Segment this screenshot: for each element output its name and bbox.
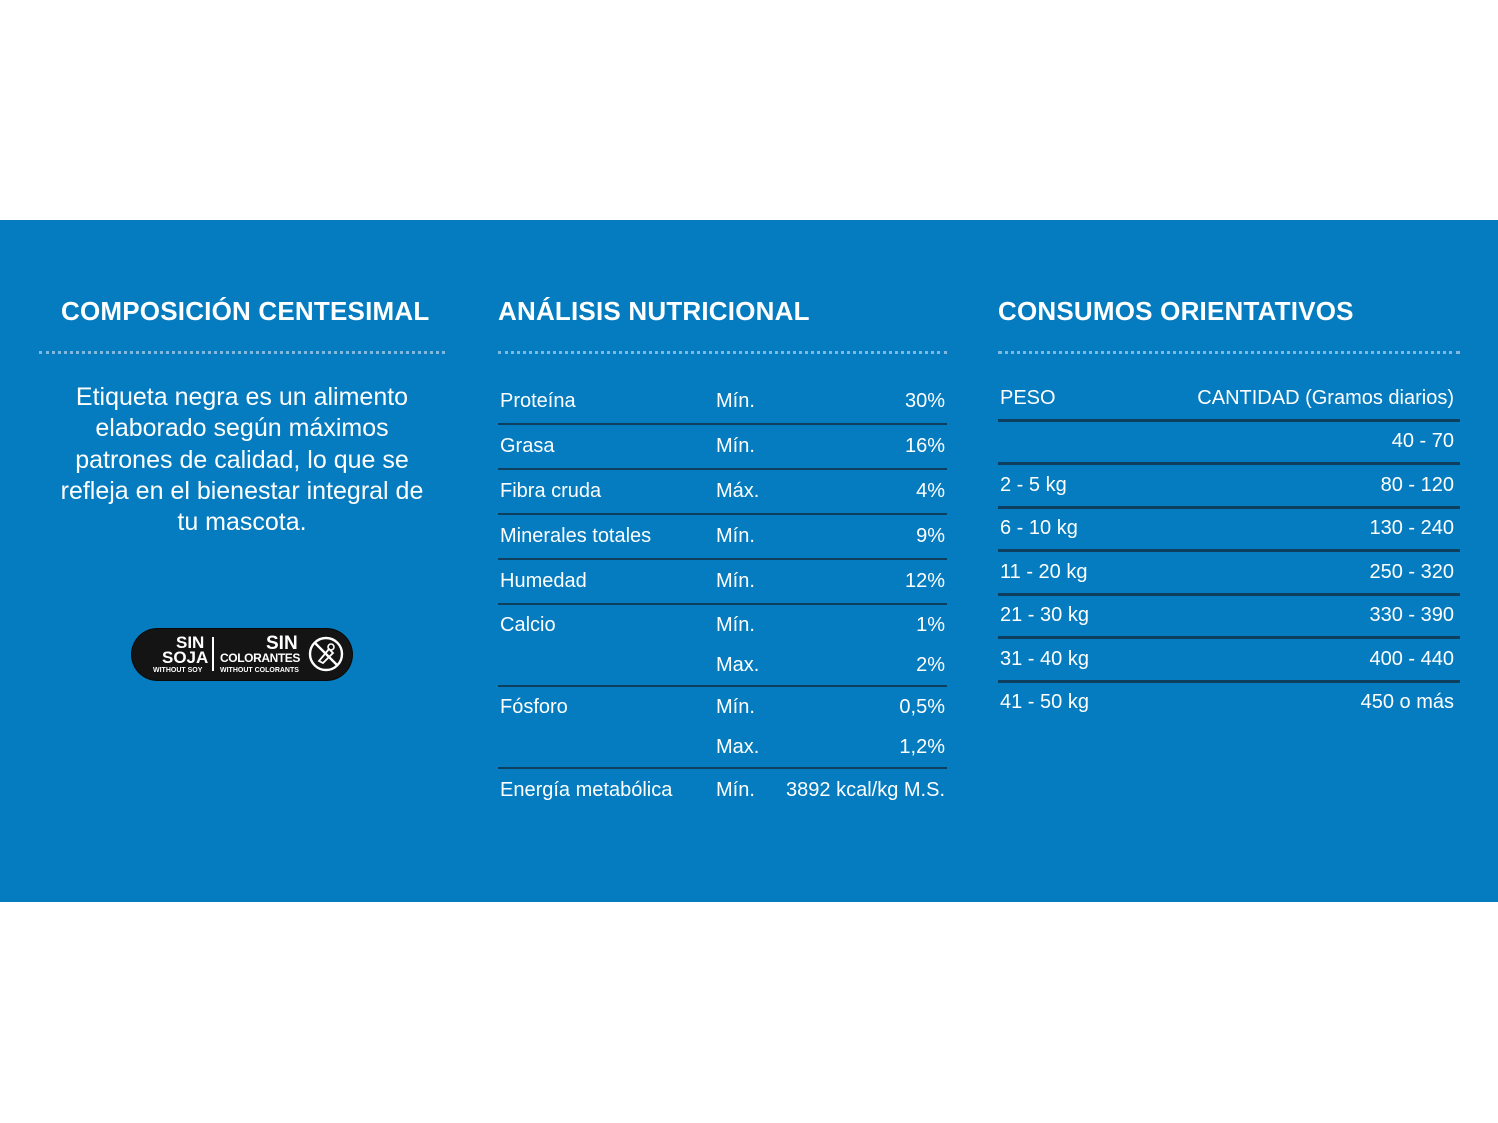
nutrient-name: Energía metabólica (500, 779, 673, 801)
nutrient-limit: Mín. (710, 514, 786, 559)
nutrient-limit: Mín. (716, 613, 755, 636)
nutrient-limit: Max. (710, 645, 786, 686)
consumption-table (998, 378, 1460, 723)
badge-sin-soja-top: SIN (176, 633, 205, 652)
amount-cell: 80 - 120 (1117, 464, 1460, 508)
table-row (498, 604, 947, 645)
amount-cell: 400 - 440 (1117, 638, 1460, 682)
nutrition-table (498, 380, 947, 812)
nutrient-value: 1% (916, 613, 945, 636)
column-header-cantidad: CANTIDAD (Gramos diarios) (1117, 378, 1460, 420)
table-row (498, 559, 947, 604)
table-row (498, 686, 947, 727)
table-row (498, 380, 947, 424)
table-row (998, 594, 1460, 638)
amount-cell: 330 - 390 (1117, 594, 1460, 638)
table-row (498, 469, 947, 514)
weight-cell: 6 - 10 kg (998, 507, 1117, 551)
table-row (998, 551, 1460, 595)
amount-cell: 40 - 70 (1117, 420, 1460, 464)
table-row (498, 645, 947, 686)
nutrient-name: Fibra cruda (498, 469, 710, 514)
badge-separator (212, 637, 214, 671)
nutrient-value: 9% (786, 514, 947, 559)
nutrient-value: 30% (786, 380, 947, 424)
nutrient-limit: Mín. (710, 559, 786, 604)
dotted-divider (498, 351, 947, 354)
nutrient-limit: Máx. (710, 469, 786, 514)
nutrient-limit: Mín. (710, 380, 786, 424)
badge-without-colorants: WITHOUT COLORANTS (220, 667, 299, 674)
composicion-title: COMPOSICIÓN CENTESIMAL (61, 296, 430, 326)
dotted-divider (998, 351, 1460, 354)
badge-colorantes: COLORANTES (220, 651, 301, 665)
amount-cell: 130 - 240 (1117, 507, 1460, 551)
table-header-row (998, 378, 1460, 420)
nutrient-name: Humedad (498, 559, 710, 604)
table-row (498, 514, 947, 559)
composicion-description: Etiqueta negra es un alimento elaborado según máximos patrones de calidad, lo que se refleja en el bienestar integral de tu mascota. (60, 383, 424, 537)
dotted-divider (39, 351, 445, 354)
nutrient-limit: Max. (710, 727, 786, 768)
nutrient-name: Calcio (500, 613, 556, 636)
badge-sin-colorantes-top: SIN (266, 633, 298, 654)
amount-cell: 450 o más (1360, 691, 1454, 714)
badge-without-soy: WITHOUT SOY (153, 667, 203, 674)
weight-cell: 21 - 30 kg (998, 594, 1117, 638)
table-row (998, 420, 1460, 464)
nutrient-name (498, 727, 710, 768)
nutrient-value: 4% (786, 469, 947, 514)
table-row (998, 638, 1460, 682)
badge-soja: SOJA (162, 648, 209, 667)
nutrient-limit: Mín. (710, 424, 786, 469)
table-row (998, 464, 1460, 508)
table-row (998, 681, 1460, 723)
nutrient-value: 0,5% (899, 695, 945, 718)
table-row (998, 507, 1460, 551)
nutrient-value: 2% (786, 645, 947, 686)
nutrient-value: 1,2% (786, 727, 947, 768)
weight-cell: 11 - 20 kg (998, 551, 1117, 595)
info-panel (0, 220, 1498, 902)
nutrient-value: 16% (786, 424, 947, 469)
weight-cell (998, 420, 1117, 464)
table-row (498, 424, 947, 469)
weight-cell: 41 - 50 kg (1000, 691, 1089, 714)
sin-soja-sin-colorantes-badge (132, 629, 352, 680)
analisis-title: ANÁLISIS NUTRICIONAL (498, 296, 810, 326)
nutrient-name: Grasa (498, 424, 710, 469)
nutrient-name: Minerales totales (498, 514, 710, 559)
consumos-title: CONSUMOS ORIENTATIVOS (998, 296, 1354, 326)
no-colorants-icon (307, 635, 345, 673)
nutrient-name: Fósforo (500, 695, 568, 718)
nutrient-limit: Mín. (716, 695, 755, 718)
amount-cell: 250 - 320 (1117, 551, 1460, 595)
weight-cell: 2 - 5 kg (998, 464, 1117, 508)
nutrient-value: 12% (786, 559, 947, 604)
nutrient-name: Proteína (498, 380, 710, 424)
nutrient-name (498, 645, 710, 686)
column-header-peso: PESO (998, 378, 1117, 420)
table-row (498, 727, 947, 768)
nutrient-value: 3892 kcal/kg M.S. (786, 779, 945, 801)
nutrient-limit: Mín. (716, 779, 755, 801)
weight-cell: 31 - 40 kg (998, 638, 1117, 682)
table-row (498, 768, 947, 812)
